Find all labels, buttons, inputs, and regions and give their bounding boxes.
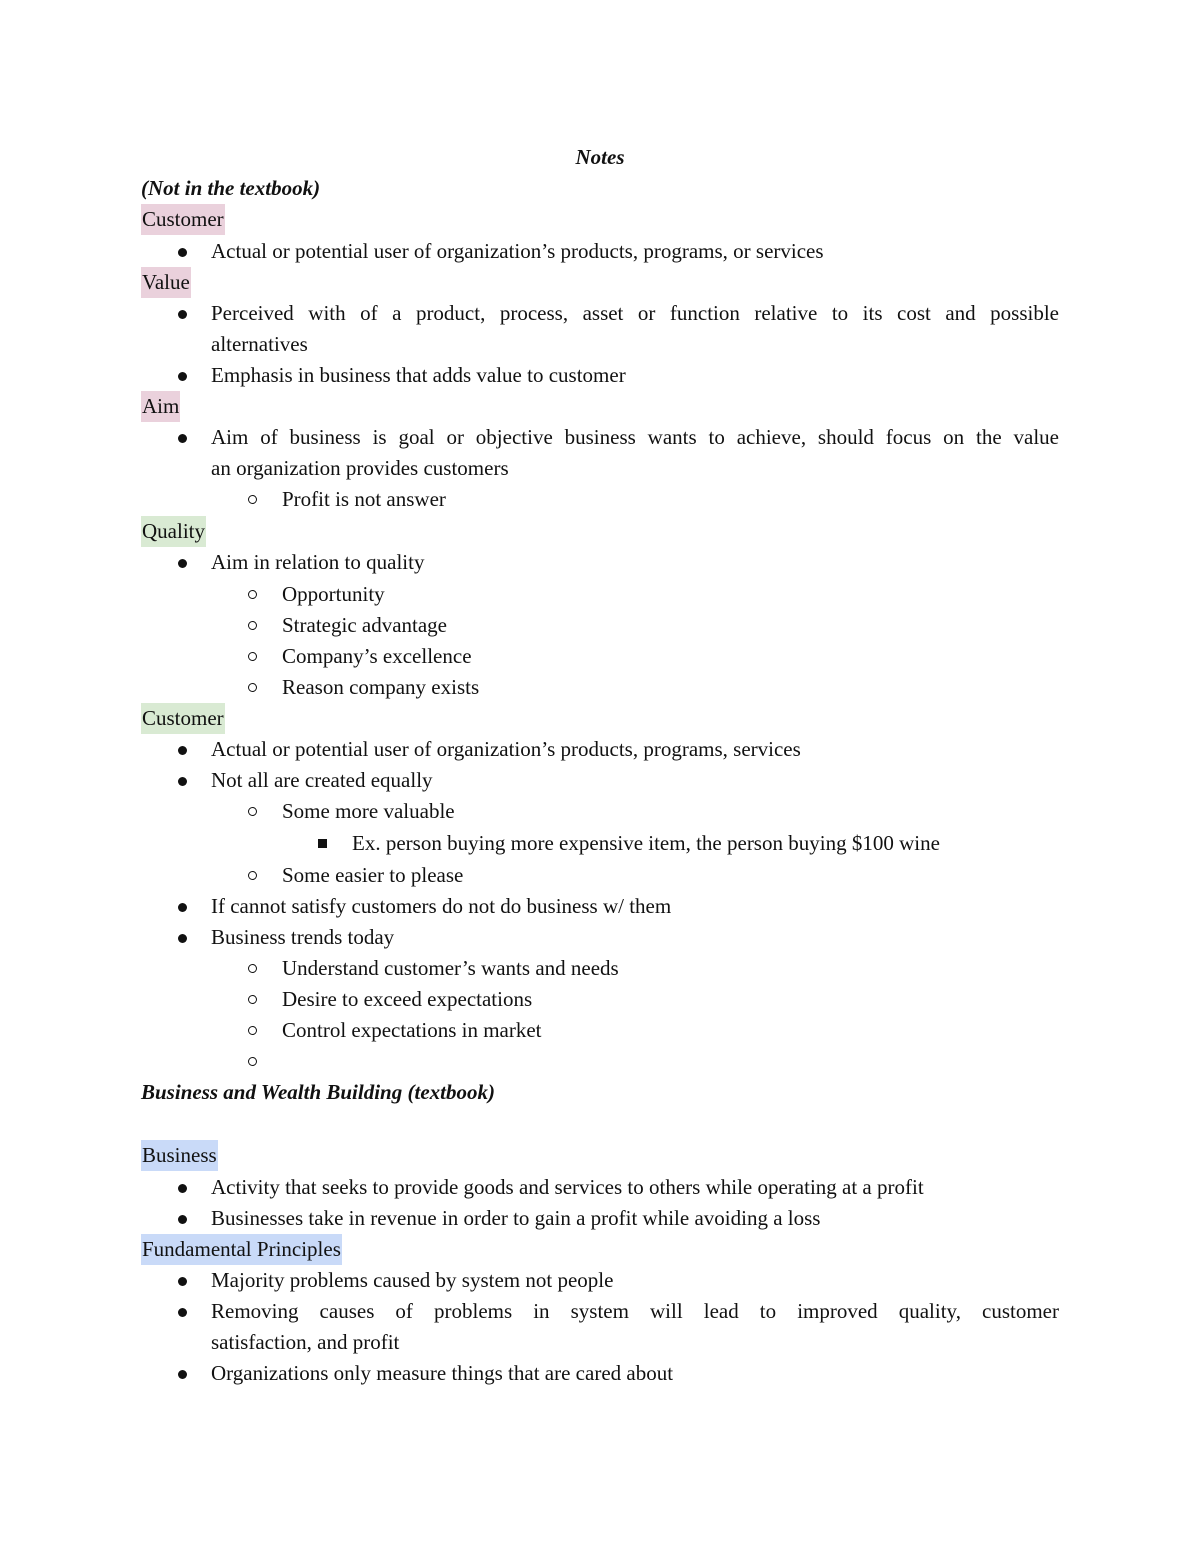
bullet-icon [178, 903, 187, 912]
list-item: Aim of business is goal or objective business wants to achieve, should focus on the value [0, 422, 1200, 453]
sub-list-item: Understand customer’s wants and needs [0, 953, 1200, 984]
hollow-bullet-icon [248, 995, 257, 1004]
bullet-icon [178, 1215, 187, 1224]
sub-list-item: Reason company exists [0, 672, 1200, 703]
bullet-icon [178, 310, 187, 319]
hollow-bullet-icon [248, 807, 257, 816]
list-item: Businesses take in revenue in order to gain a profit while avoiding a loss [0, 1203, 1200, 1234]
heading-quality: Quality [141, 516, 206, 547]
bullet-icon [178, 248, 187, 257]
list-item: Aim in relation to quality [0, 547, 1200, 578]
bullet-icon [178, 777, 187, 786]
hollow-bullet-icon [248, 621, 257, 630]
hollow-bullet-icon [248, 652, 257, 661]
bullet-icon [178, 1277, 187, 1286]
bullet-icon [178, 1308, 187, 1317]
textbook-section-heading: Business and Wealth Building (textbook) [141, 1080, 495, 1104]
list-item: Actual or potential user of organization’s products, programs, services [0, 734, 1200, 765]
list-item-continuation: an organization provides customers [211, 456, 509, 480]
sub-list-item-empty [0, 1046, 1200, 1077]
list-item: Perceived with of a product, process, asset or function relative to its cost and possible [0, 298, 1200, 329]
sub-list-item: Some easier to please [0, 860, 1200, 891]
hollow-bullet-icon [248, 1057, 257, 1066]
bullet-icon [178, 1370, 187, 1379]
list-item: Majority problems caused by system not people [0, 1265, 1200, 1296]
heading-customer: Customer [141, 204, 225, 235]
sub-sub-list-item: Ex. person buying more expensive item, the person buying $100 wine [0, 828, 1200, 859]
list-item: Removing causes of problems in system will lead to improved quality, customer [0, 1296, 1200, 1327]
list-item-continuation: satisfaction, and profit [211, 1330, 400, 1354]
hollow-bullet-icon [248, 495, 257, 504]
bullet-icon [178, 372, 187, 381]
list-item: Emphasis in business that adds value to customer [0, 360, 1200, 391]
hollow-bullet-icon [248, 964, 257, 973]
heading-value: Value [141, 267, 191, 298]
sub-list-item: Profit is not answer [0, 484, 1200, 515]
heading-customer-2: Customer [141, 703, 225, 734]
sub-list-item: Opportunity [0, 579, 1200, 610]
square-bullet-icon [318, 839, 327, 848]
list-item: Actual or potential user of organization’s products, programs, or services [0, 236, 1200, 267]
subtitle-not-textbook: (Not in the textbook) [141, 176, 321, 200]
bullet-icon [178, 434, 187, 443]
list-item: Not all are created equally [0, 765, 1200, 796]
sub-list-item: Company’s excellence [0, 641, 1200, 672]
list-item-continuation: alternatives [211, 332, 308, 356]
bullet-icon [178, 559, 187, 568]
heading-fundamental-principles: Fundamental Principles [141, 1234, 342, 1265]
hollow-bullet-icon [248, 1026, 257, 1035]
page-title: Notes [575, 145, 625, 169]
sub-list-item: Strategic advantage [0, 610, 1200, 641]
bullet-icon [178, 1184, 187, 1193]
bullet-icon [178, 934, 187, 943]
heading-aim: Aim [141, 391, 180, 422]
sub-list-item: Control expectations in market [0, 1015, 1200, 1046]
hollow-bullet-icon [248, 590, 257, 599]
hollow-bullet-icon [248, 683, 257, 692]
heading-business: Business [141, 1140, 218, 1171]
list-item: Business trends today [0, 922, 1200, 953]
sub-list-item: Some more valuable [0, 796, 1200, 827]
list-item: Activity that seeks to provide goods and services to others while operating at a profit [0, 1172, 1200, 1203]
sub-list-item: Desire to exceed expectations [0, 984, 1200, 1015]
bullet-icon [178, 746, 187, 755]
hollow-bullet-icon [248, 871, 257, 880]
list-item: Organizations only measure things that are cared about [0, 1358, 1200, 1389]
list-item: If cannot satisfy customers do not do business w/ them [0, 891, 1200, 922]
